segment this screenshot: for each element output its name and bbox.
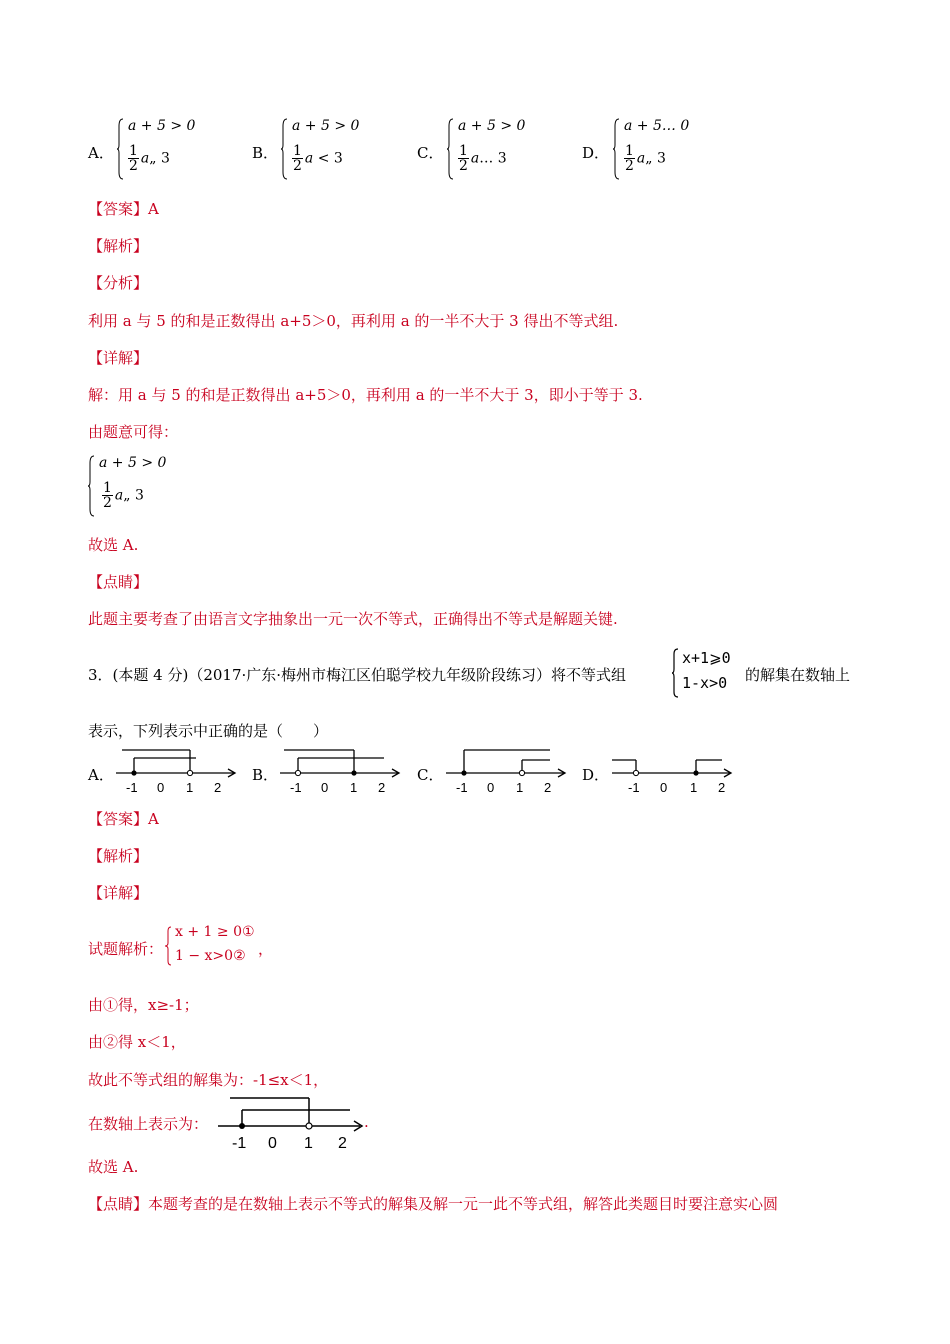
q3-stem-system: x+1⩾0 1-x>0: [672, 648, 744, 698]
q2-option-b-label: B．: [252, 144, 279, 162]
q3-stem-part1: 3．(本题 4 分)（2017·广东·梅州市梅江区伯聪学校九年级阶段练习）将不等式组: [88, 666, 627, 684]
q3-step4-suffix: .: [364, 1113, 369, 1131]
q2-analysis-tag: 【解析】: [88, 237, 149, 255]
svg-text:2: 2: [214, 780, 222, 794]
brace-icon: [281, 118, 287, 180]
brace-icon: [165, 926, 171, 966]
q3-solution-numberline: [216, 1094, 366, 1150]
svg-text:0: 0: [321, 780, 329, 794]
brace-icon: [447, 118, 453, 180]
svg-text:2: 2: [378, 780, 386, 794]
q3-step2: 由②得 x＜1，: [88, 1033, 186, 1051]
q2-comment-text: 此题主要考查了由语言文字抽象出一元一次不等式，正确得出不等式是解题关键.: [88, 610, 618, 628]
svg-text:1: 1: [186, 780, 194, 794]
q2-option-c-label: C．: [417, 144, 444, 162]
svg-text:0: 0: [487, 780, 495, 794]
q2-detail-text: 解：用 a 与 5 的和是正数得出 a+5＞0，再利用 a 的一半不大于 3，即小于等于 3.: [88, 386, 643, 404]
svg-text:-1: -1: [126, 780, 138, 794]
q3-stem-line2: 表示，下列表示中正确的是（ ）: [88, 722, 329, 740]
q3-answer: 【答案】A: [88, 810, 159, 828]
svg-text:2: 2: [544, 780, 552, 794]
svg-text:-1: -1: [456, 780, 468, 794]
q3-option-a-numberline[interactable]: [114, 748, 239, 794]
q2-option-d-label: D．: [582, 144, 610, 162]
q3-analysis-tag: 【解析】: [88, 847, 149, 865]
q3-stem-part2: 的解集在数轴上: [745, 666, 851, 684]
q2-from-text: 由题意可得：: [88, 423, 179, 441]
q3-step3: 故此不等式组的解集为：-1≤x＜1，: [88, 1071, 329, 1089]
svg-text:2: 2: [718, 780, 726, 794]
q3-option-d-numberline[interactable]: [610, 748, 735, 794]
q3-solve-system: x + 1 ≥ 0① 1 − x>0②: [165, 924, 265, 970]
q3-option-c-label: C．: [417, 766, 444, 784]
q2-option-a-label: A．: [88, 144, 114, 162]
q3-option-b-numberline[interactable]: [278, 748, 403, 794]
q3-option-a-label: A．: [88, 766, 114, 784]
q3-solve-suffix: ，: [258, 940, 274, 958]
q3-comment: 【点睛】本题考查的是在数轴上表示不等式的解集及解一元一此不等式组，解答此类题目时要注意实心圆: [88, 1195, 779, 1213]
svg-text:0: 0: [660, 780, 668, 794]
brace-icon: [613, 118, 619, 180]
q3-step4-prefix: 在数轴上表示为：: [88, 1115, 209, 1133]
q3-choose: 故选 A.: [88, 1158, 139, 1176]
svg-text:1: 1: [304, 1135, 313, 1150]
svg-text:-1: -1: [628, 780, 640, 794]
q2-fenxi-tag: 【分析】: [88, 274, 149, 292]
svg-text:2: 2: [338, 1135, 347, 1150]
q3-option-b-label: B．: [252, 766, 279, 784]
q3-option-c-numberline[interactable]: [444, 748, 569, 794]
brace-icon: [88, 455, 94, 517]
q2-detail-tag: 【详解】: [88, 349, 149, 367]
q3-solve-prefix: 试题解析：: [88, 940, 164, 958]
q2-option-d-system[interactable]: a + 5… 0 $\frac{1}{2}$ a„ 3: [613, 118, 703, 182]
svg-text:1: 1: [350, 780, 358, 794]
q2-option-a-system[interactable]: a + 5 > 0 $\frac{1}{2}$ a„ 3: [117, 118, 207, 182]
q2-option-c-system[interactable]: a + 5 > 0 $\frac{1}{2}$ a… 3: [447, 118, 537, 182]
svg-text:1: 1: [516, 780, 524, 794]
brace-icon: [672, 648, 678, 698]
brace-icon: [117, 118, 123, 180]
q2-comment-tag: 【点睛】: [88, 573, 149, 591]
svg-text:-1: -1: [232, 1135, 247, 1150]
q2-result-system: a + 5 > 0 $\frac{1}{2}$ a„ 3: [88, 455, 178, 519]
svg-text:1: 1: [690, 780, 698, 794]
q2-fenxi-text: 利用 a 与 5 的和是正数得出 a+5＞0，再利用 a 的一半不大于 3 得出不等式组.: [88, 312, 619, 330]
q2-choose: 故选 A.: [88, 536, 139, 554]
q3-detail-tag: 【详解】: [88, 884, 149, 902]
q2-answer: 【答案】A: [88, 200, 159, 218]
q2-option-b-system[interactable]: a + 5 > 0 $\frac{1}{2}$ a < 3: [281, 118, 371, 182]
q3-step1: 由①得，x≥-1；: [88, 996, 199, 1014]
svg-text:-1: -1: [290, 780, 302, 794]
svg-text:0: 0: [157, 780, 165, 794]
svg-text:0: 0: [268, 1135, 277, 1150]
q3-option-d-label: D．: [582, 766, 610, 784]
